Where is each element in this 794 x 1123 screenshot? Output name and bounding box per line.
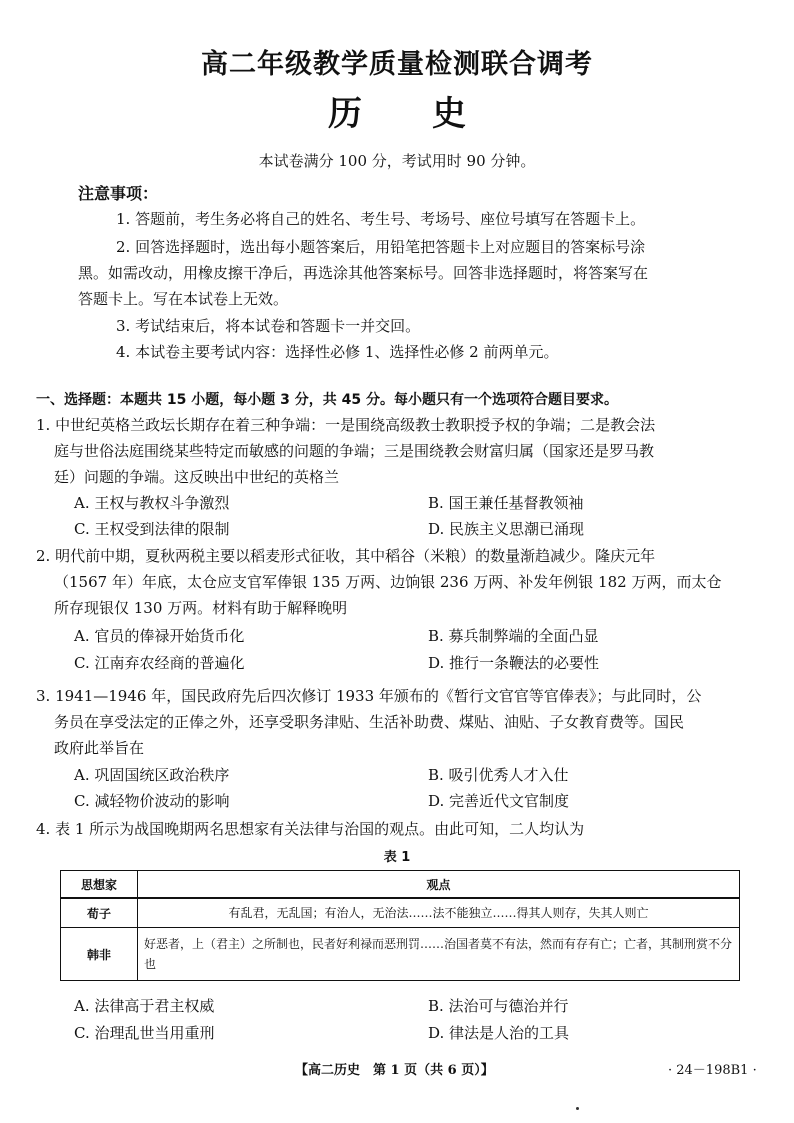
question-text: 廷）问题的争端。这反映出中世纪的英格兰 (54, 468, 340, 486)
table-caption: 表 1 (383, 850, 411, 865)
page-number: 【高二历史 第 1 页（共 6 页）】 (295, 1063, 494, 1078)
option-b: B. 法治可与德治并行 (428, 997, 569, 1015)
table-row (61, 898, 740, 928)
table-cell-thinker: 荀子 (61, 898, 138, 928)
question-text: 2. 明代前中期，夏秋两税主要以稻麦形式征收，其中稻谷（米粮）的数量渐趋减少。隆庆元年 (36, 547, 656, 565)
subject-char-2: 史 (432, 94, 466, 134)
option-d: D. 推行一条鞭法的必要性 (428, 654, 600, 672)
table-cell-thinker: 韩非 (61, 928, 138, 981)
question-text: 政府此举旨在 (54, 739, 145, 757)
option-c: C. 减轻物价波动的影响 (74, 792, 230, 810)
option-c: C. 王权受到法律的限制 (74, 520, 230, 538)
option-c: C. 治理乱世当用重刑 (74, 1024, 215, 1042)
subject-char-1: 历 (328, 94, 362, 134)
question-text: 所存现银仅 130 万两。材料有助于解释晚明 (54, 599, 348, 617)
option-a: A. 法律高于君主权威 (74, 997, 215, 1015)
table-header-cell: 观点 (138, 871, 740, 899)
exam-intro: 本试卷满分 100 分，考试用时 90 分钟。 (258, 152, 536, 170)
option-b: B. 国王兼任基督教领袖 (428, 494, 584, 512)
option-a: A. 官员的俸禄开始货币化 (74, 627, 245, 645)
notice-line: 黑。如需改动，用橡皮擦干净后，再选涂其他答案标号。回答非选择题时，将答案写在 (78, 264, 649, 282)
table-row (61, 928, 740, 981)
notice-heading: 注意事项： (78, 184, 159, 203)
notice-line: 3. 考试结束后，将本试卷和答题卡一并交回。 (116, 317, 421, 335)
scan-speck (576, 1107, 579, 1110)
option-d: D. 完善近代文官制度 (428, 792, 570, 810)
question-text: 务员在享受法定的正俸之外，还享受职务津贴、生活补助费、煤贴、油贴、子女教育费等。国民 (54, 713, 685, 731)
option-d: D. 律法是人治的工具 (428, 1024, 570, 1042)
option-c: C. 江南弃农经商的普遍化 (74, 654, 245, 672)
table-header-cell: 思想家 (61, 871, 138, 899)
option-a: A. 王权与教权斗争激烈 (74, 494, 230, 512)
option-d: D. 民族主义思潮已涌现 (428, 520, 585, 538)
question-text: 3. 1941—1946 年，国民政府先后四次修订 1933 年颁布的《暂行文官官等官俸表》；与此同时，公 (36, 687, 702, 705)
paper-code: · 24－198B1 · (668, 1063, 757, 1078)
table-cell-view: 好恶者，上（君主）之所制也，民者好利禄而恶刑罚……治国者莫不有法，然而有存有亡；亡者，其制刑赏不分也 (138, 928, 740, 981)
notice-line: 答题卡上。写在本试卷上无效。 (78, 290, 289, 308)
question-text: （1567 年）年底，太仓应支官军俸银 135 万两、边饷银 236 万两、补发年例银 182 万两，而太仓 (54, 573, 722, 591)
option-a: A. 巩固国统区政治秩序 (74, 766, 230, 784)
exam-title: 高二年级教学质量检测联合调考 (201, 49, 593, 80)
question-text: 1. 中世纪英格兰政坛长期存在着三种争端：一是围绕高级教士教职授予权的争端；二是教会法 (36, 416, 656, 434)
notice-line: 1. 答题前，考生务必将自己的姓名、考生号、考场号、座位号填写在答题卡上。 (116, 210, 646, 228)
table-header-row (61, 871, 740, 899)
section-heading: 一、选择题：本题共 15 小题，每小题 3 分，共 45 分。每小题只有一个选项符合题目要求。 (36, 392, 618, 408)
question-text: 4. 表 1 所示为战国晚期两名思想家有关法律与治国的观点。由此可知，二人均认为 (36, 820, 585, 838)
notice-line: 4. 本试卷主要考试内容：选择性必修 1、选择性必修 2 前两单元。 (116, 343, 559, 361)
question-text: 庭与世俗法庭围绕某些特定而敏感的问题的争端；三是围绕教会财富归属（国家还是罗马教 (54, 442, 655, 460)
viewpoint-table (60, 870, 740, 981)
table-cell-view: 有乱君，无乱国；有治人，无治法……法不能独立……得其人则存，失其人则亡 (138, 898, 740, 928)
option-b: B. 吸引优秀人才入仕 (428, 766, 569, 784)
subject-title (0, 86, 794, 135)
notice-line: 2. 回答选择题时，选出每小题答案后，用铅笔把答题卡上对应题目的答案标号涂 (116, 238, 646, 256)
option-b: B. 募兵制弊端的全面凸显 (428, 627, 599, 645)
